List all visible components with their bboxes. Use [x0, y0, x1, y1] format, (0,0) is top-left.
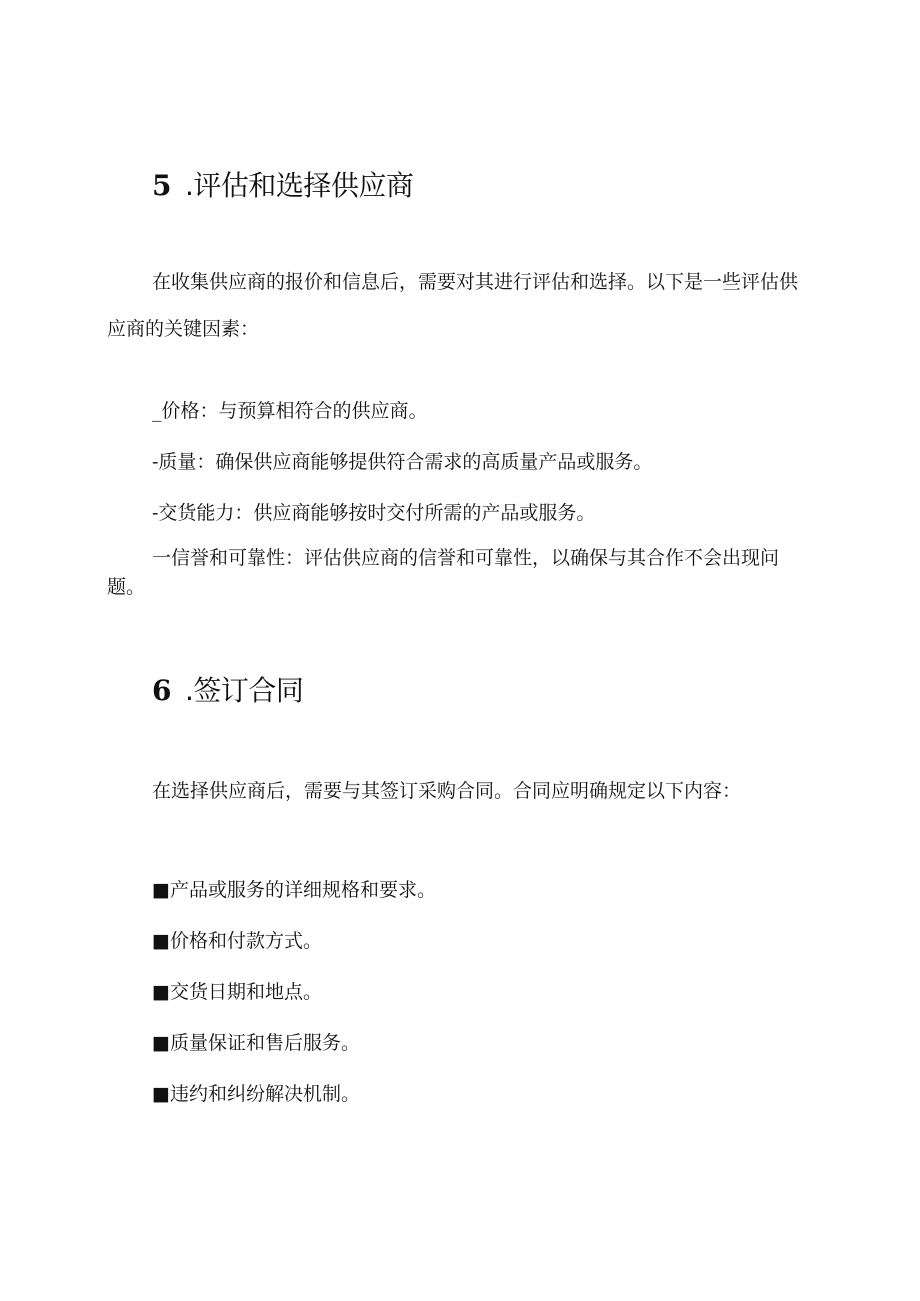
section-5-item-quality: -质量：确保供应商能够提供符合需求的高质量产品或服务。: [152, 451, 653, 473]
section-5-title: .评估和选择供应商: [184, 169, 414, 202]
section-6-item-dispute: ■违约和纠纷解决机制。: [152, 1083, 360, 1105]
section-5-item-price: _价格：与预算相符合的供应商。: [152, 400, 428, 422]
section-5-item-delivery: -交货能力：供应商能够按时交付所需的产品或服务。: [152, 502, 596, 524]
section-5-heading: [152, 168, 413, 204]
section-5-number: 5: [152, 169, 171, 202]
section-6-intro: 在选择供应商后，需要与其签订采购合同。合同应明确规定以下内容：: [152, 780, 742, 802]
section-6-title: .签订合同: [184, 674, 304, 707]
section-5-intro: 在收集供应商的报价和信息后，需要对其进行评估和选择。以下是一些评估供应商的关键因素：: [107, 271, 799, 340]
section-6-item-payment: ■价格和付款方式。: [152, 930, 322, 952]
section-6-item-delivery: ■交货日期和地点。: [152, 981, 322, 1003]
section-5-item-reputation: 一信誉和可靠性：评估供应商的信誉和可靠性，以确保与其合作不会出现问题。: [107, 547, 780, 598]
section-6-item-warranty: ■质量保证和售后服务。: [152, 1032, 360, 1054]
section-6-number: 6: [152, 674, 171, 707]
section-6-heading: [152, 673, 303, 709]
section-6-item-specs: ■产品或服务的详细规格和要求。: [152, 879, 436, 901]
